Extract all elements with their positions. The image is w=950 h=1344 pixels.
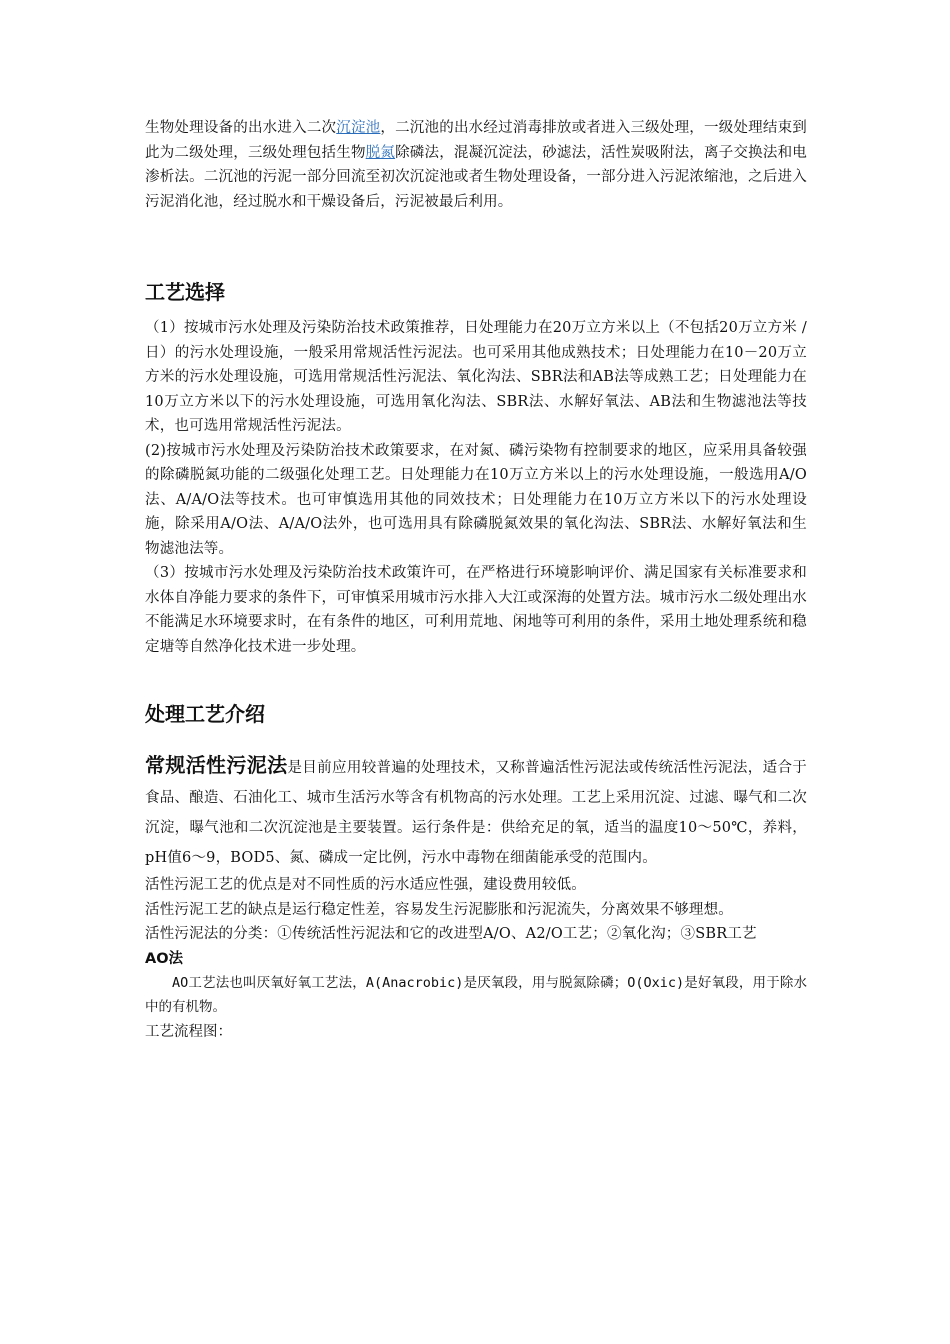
activated-sludge-paragraph — [145, 750, 807, 873]
intro-text-1: 生物处理设备的出水进入二次 — [145, 120, 337, 136]
section-heading-process-selection: 工艺选择 — [145, 280, 225, 304]
activated-sludge-text: 是目前应用较普遍的处理技术，又称普遍活性污泥法或传统活性污泥法，适合于食品、酿造、石油化工、城市生活污水等含有机物高的污水处理。工艺上采用沉淀、过滤、曝气和二次沉淀，曝气池和二次沉淀池是主要装置。运行条件是：供给充足的氧，适当的温度10～50℃，养料，pH值6～9，BOD5、氮、磷成一定比例，污水中毒物在细菌能承受的范围内。 — [145, 760, 808, 866]
process-intro-body — [145, 750, 807, 1044]
section-process-intro — [145, 700, 807, 728]
selection-paragraph-2: (2)按城市污水处理及污染防治技术政策要求，在对氮、磷污染物有控制要求的地区，应采用具备较强的除磷脱氮功能的二级强化处理工艺。日处理能力在10万立方米以上的污水处理设施，一般选用A/O法、A/A/O法等技术。也可审慎选用其他的同效技术；日处理能力在10万立方米以下的污水处理设施，除采用A/O法、A/A/O法外，也可选用具有除磷脱氮效果的氧化沟法、SBR法、水解好氧法和生物滤池法等。 — [145, 442, 807, 557]
link-denitrification[interactable]: 脱氮 — [365, 144, 396, 161]
selection-paragraph-3: （3）按城市污水处理及污染防治技术政策许可，在严格进行环境影响评价、满足国家有关标准要求和水体自净能力要求的条件下，可审慎采用城市污水排入大江或深海的处置方法。城市污水二级处理出水不能满足水环境要求时，在有条件的地区，可利用荒地、闲地等可利用的条件，采用土地处理系统和稳定塘等自然净化技术进一步处理。 — [145, 565, 807, 655]
ao-paragraph: AO工艺法也叫厌氧好氧工艺法，A(Anacrobic)是厌氧段，用与脱氮除磷；O(Oxic)是好氧段，用于除水中的有机物。 — [145, 974, 807, 1015]
advantage-paragraph: 活性污泥工艺的优点是对不同性质的污水适应性强，建设费用较低。 — [145, 877, 586, 893]
process-selection-body — [145, 316, 807, 659]
link-sedimentation-tank[interactable]: 沉淀池 — [336, 120, 381, 136]
term-conventional-activated-sludge: 常规活性污泥法 — [145, 753, 288, 777]
section-process-selection — [145, 278, 807, 306]
intro-text-3: 除磷法，混凝沉淀法，砂滤法，活性炭吸附法，离子交换法和电渗析法。二沉池的污泥一部分回流至初次沉淀池或者生物处理设备，一部分进入污泥浓缩池，之后进入污泥消化池，经过脱水和干燥设备后，污泥被最后利用。 — [145, 144, 807, 210]
intro-text-2: ，二沉池的出水经过消毒排放或者进入三级处理，一级处理结束到此为二级处理，三级处理包括生物 — [145, 120, 807, 161]
flow-chart-caption: 工艺流程图： — [145, 1023, 232, 1040]
section-heading-process-intro: 处理工艺介绍 — [145, 702, 265, 726]
selection-paragraph-1: （1）按城市污水处理及污染防治技术政策推荐，日处理能力在20万立方米以上（不包括20万立方米 / 日）的污水处理设施，一般采用常规活性污泥法。也可采用其他成熟技术；日处理能力在10－20万立方米的污水处理设施，可选用常规活性污泥法、氧化沟法、SBR法和AB法等成熟工艺；日处理能力在10万立方米以下的污水处理设施，可选用氧化沟法、SBR法、水解好氧法、AB法和生物滤池法等技术，也可选用常规活性污泥法。 — [145, 320, 807, 434]
intro-paragraph — [145, 116, 807, 214]
classification-paragraph: 活性污泥法的分类：①传统活性污泥法和它的改进型A/O、A2/O工艺；②氧化沟；③SBR工艺 — [145, 926, 757, 942]
ao-heading: AO法 — [145, 950, 184, 967]
intro-block — [145, 116, 807, 214]
disadvantage-paragraph: 活性污泥工艺的缺点是运行稳定性差，容易发生污泥膨胀和污泥流失，分离效果不够理想。 — [145, 901, 733, 918]
